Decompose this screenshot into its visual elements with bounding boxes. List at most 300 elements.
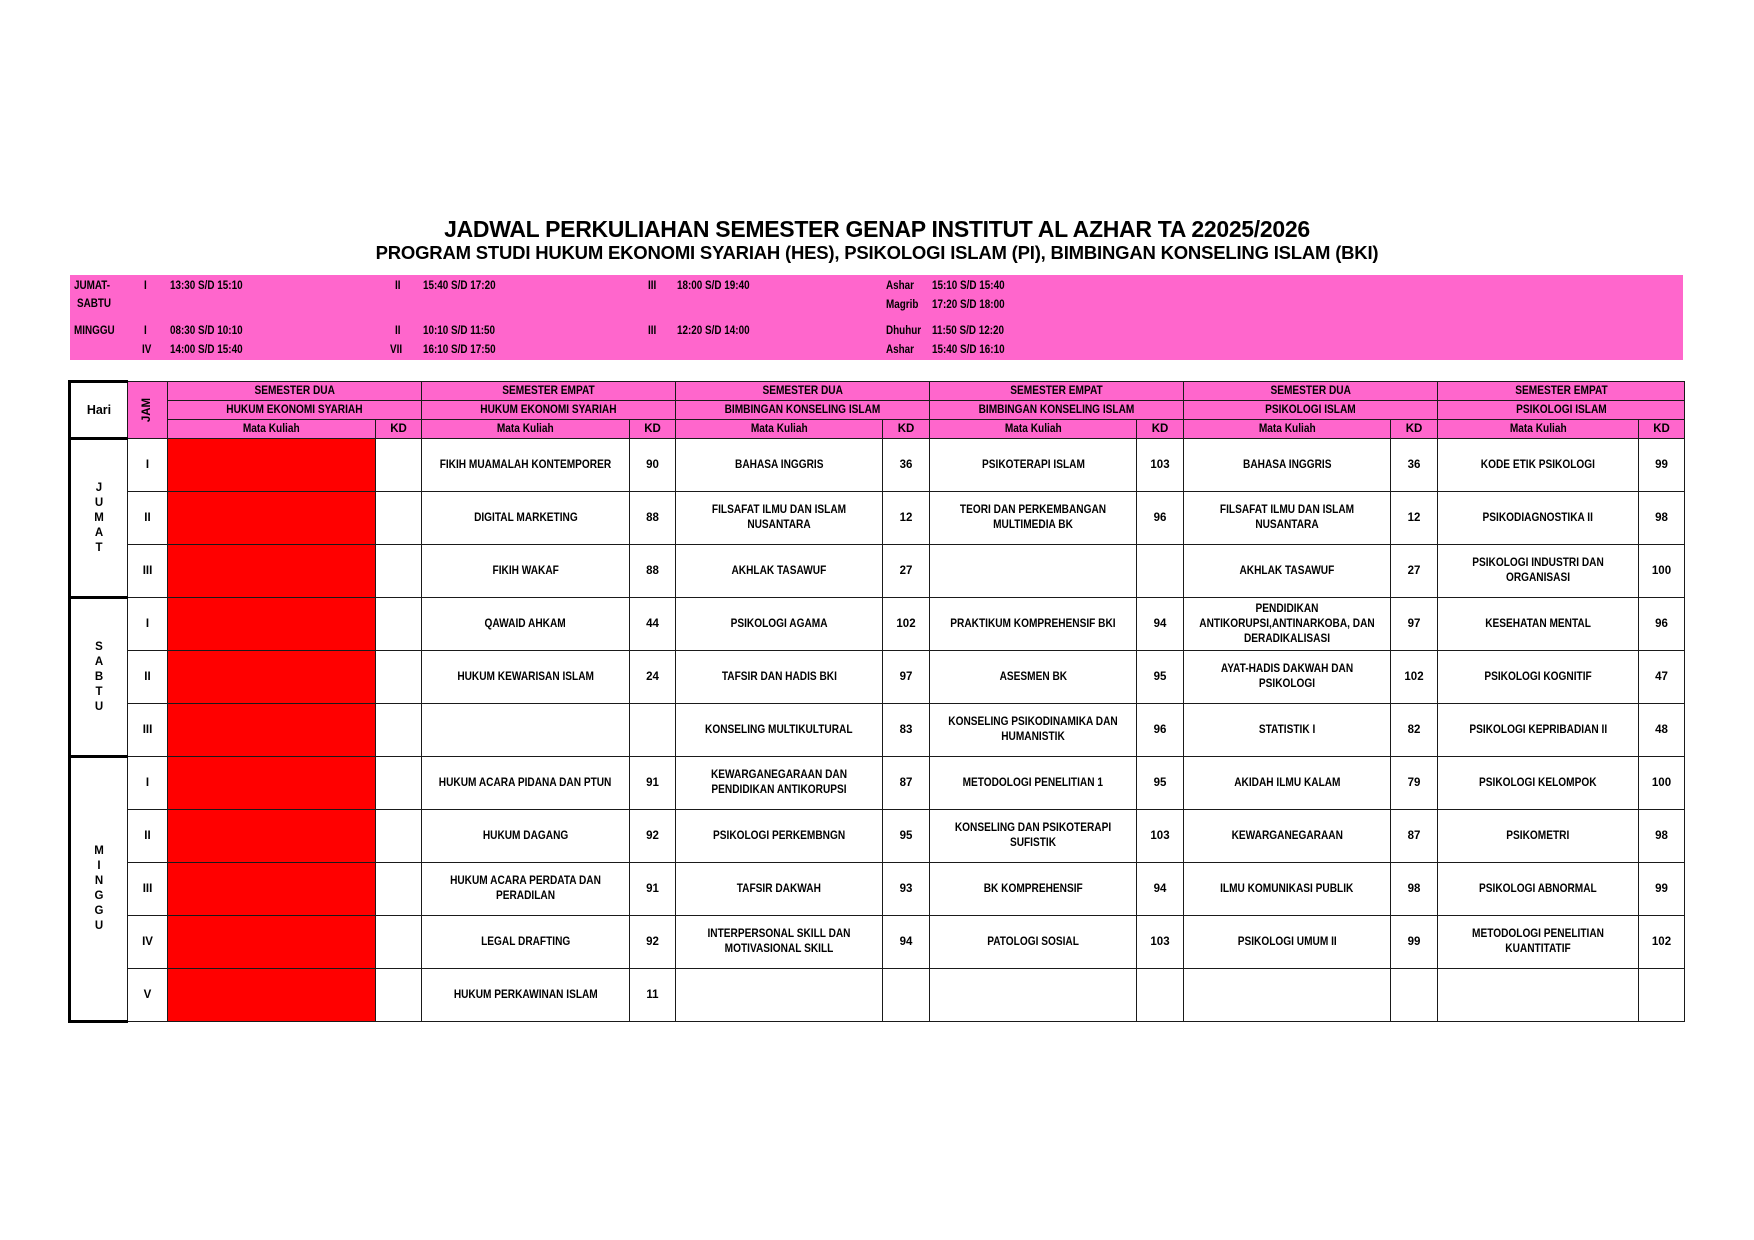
schedule-table [68,380,1685,1023]
kd-cell: 94 [1137,598,1184,651]
prodi-header [422,401,676,420]
course-name: HUKUM DAGANG [482,829,569,842]
course-name: BAHASA INGGRIS [734,458,824,471]
course-cell [1184,439,1391,492]
prodi-label: PSIKOLOGI ISLAM [1265,404,1356,416]
kd-cell: 96 [1639,598,1685,651]
prodi-header [676,401,930,420]
semester-header [930,382,1184,401]
kd-cell: 103 [1137,810,1184,863]
kd-cell [376,863,422,916]
js-slot-num: II [395,280,401,292]
course-name: PATOLOGI SOSIAL [987,935,1079,948]
course-name: AKIDAH ILMU KALAM [1233,776,1341,789]
course-name: KODE ETIK PSIKOLOGI [1480,458,1596,471]
blocked-course-cell [168,916,376,969]
jam-cell: I [128,757,168,810]
course-cell [1184,863,1391,916]
kd-cell: 27 [883,545,930,598]
blocked-course-cell [168,492,376,545]
course-cell [422,969,630,1022]
kd-cell: 102 [1639,916,1685,969]
kd-cell: 96 [1137,492,1184,545]
course-name: HUKUM PERKAWINAN ISLAM [453,988,598,1001]
js-slot-time: 18:00 S/D 19:40 [677,280,750,292]
course-cell [676,492,883,545]
table-row [70,704,1685,757]
course-cell [1184,545,1391,598]
day-letter: U [94,700,104,713]
kd-cell: 97 [1391,598,1438,651]
course-name: PSIKODIAGNOSTIKA II [1482,511,1594,524]
kd-cell [376,439,422,492]
prodi-label: BIMBINGAN KONSELING ISLAM [978,404,1135,416]
mg-slot-time: 10:10 S/D 11:50 [423,325,496,337]
course-cell [422,916,630,969]
mg-slot-num: II [395,325,401,337]
course-cell [422,439,630,492]
table-row [70,757,1685,810]
kd-cell: 92 [630,810,676,863]
jam-cell: I [128,598,168,651]
course-cell [676,863,883,916]
kd-header: KD [883,420,930,439]
course-name: PSIKOTERAPI ISLAM [981,458,1085,471]
course-cell [422,704,630,757]
kd-cell: 48 [1639,704,1685,757]
course-cell [422,492,630,545]
course-name: AYAT-HADIS DAKWAH DAN PSIKOLOGI [1220,663,1354,690]
kd-cell: 98 [1639,810,1685,863]
course-cell [422,810,630,863]
course-name: HUKUM ACARA PERDATA DAN PERADILAN [450,875,601,902]
mata-kuliah-label: Mata Kuliah [497,423,554,435]
day-letter: S [95,640,103,653]
course-cell [676,598,883,651]
mg-break-time: 11:50 S/D 12:20 [932,325,1005,337]
course-name: KEWARGANEGARAAN [1231,829,1343,842]
course-cell [1438,969,1639,1022]
js-break-time: 15:10 S/D 15:40 [932,280,1005,292]
course-name: PRAKTIKUM KOMPREHENSIF BKI [950,617,1116,630]
course-name: TEORI DAN PERKEMBANGAN MULTIMEDIA BK [959,504,1107,531]
kd-cell [1639,969,1685,1022]
course-name: HUKUM KEWARISAN ISLAM [457,670,594,683]
course-cell [676,704,883,757]
day-cell [70,439,128,598]
course-cell [422,598,630,651]
course-name: ILMU KOMUNIKASI PUBLIK [1220,882,1354,895]
course-cell [676,969,883,1022]
course-name: PSIKOLOGI UMUM II [1237,935,1337,948]
blocked-course-cell [168,863,376,916]
course-cell [930,492,1137,545]
mata-kuliah-label: Mata Kuliah [243,423,300,435]
kd-cell [883,969,930,1022]
course-name: FILSAFAT ILMU DAN ISLAM NUSANTARA [1219,504,1355,531]
course-name: BAHASA INGGRIS [1242,458,1332,471]
day-letter: M [94,845,104,857]
course-cell [1438,704,1639,757]
js-break-time: 17:20 S/D 18:00 [932,299,1005,311]
time-slot-band [70,275,1683,360]
semester-label: SEMESTER DUA [1270,385,1351,397]
table-row [70,810,1685,863]
jam-cell: III [128,863,168,916]
course-cell [676,651,883,704]
kd-cell: 12 [1391,492,1438,545]
course-name: KESEHATAN MENTAL [1485,617,1591,630]
mg-slot-num: I [144,325,147,337]
table-row [70,492,1685,545]
course-cell [1438,651,1639,704]
course-name: METODOLOGI PENELITIAN 1 [962,776,1104,789]
semester-header [1438,382,1685,401]
kd-cell: 98 [1391,863,1438,916]
kd-cell [376,704,422,757]
table-row [70,863,1685,916]
blocked-course-cell [168,651,376,704]
jam-header-label: JAM [141,397,154,423]
course-cell [930,863,1137,916]
kd-cell: 99 [1639,439,1685,492]
kd-cell: 102 [1391,651,1438,704]
course-cell [930,439,1137,492]
kd-header: KD [1391,420,1438,439]
course-name: PSIKOLOGI INDUSTRI DAN ORGANISASI [1472,557,1604,584]
course-cell [930,810,1137,863]
course-name: FILSAFAT ILMU DAN ISLAM NUSANTARA [711,504,847,531]
course-cell [930,598,1137,651]
kd-cell: 82 [1391,704,1438,757]
course-cell [1184,810,1391,863]
kd-cell [630,704,676,757]
course-cell [1184,598,1391,651]
kd-cell: 88 [630,492,676,545]
jam-header [128,382,168,439]
course-cell [1184,651,1391,704]
kd-cell: 91 [630,757,676,810]
kd-cell: 79 [1391,757,1438,810]
mg-slot-time: 08:30 S/D 10:10 [170,325,243,337]
mg-break-name: Dhuhur [886,325,922,337]
course-name: PSIKOLOGI KOGNITIF [1484,670,1592,683]
day-cell [70,598,128,757]
course-name: INTERPERSONAL SKILL DAN MOTIVASIONAL SKILL [707,928,851,955]
course-name: PENDIDIKAN ANTIKORUPSI,ANTINARKOBA, DAN DERADIKALISASI [1199,602,1375,645]
day-letter: A [94,655,104,668]
kd-cell [376,598,422,651]
course-name: QAWAID AHKAM [484,617,567,630]
kd-cell: 47 [1639,651,1685,704]
semester-header [422,382,676,401]
kd-cell: 36 [883,439,930,492]
course-cell [930,704,1137,757]
course-cell [930,916,1137,969]
prodi-header [930,401,1184,420]
jam-cell: III [128,545,168,598]
course-name: PSIKOLOGI KEPRIBADIAN II [1469,723,1607,736]
kd-cell [376,810,422,863]
day-letter: N [94,875,104,887]
kd-cell: 27 [1391,545,1438,598]
header-row-columns [70,420,1685,439]
kd-cell: 83 [883,704,930,757]
course-name: KEWARGANEGARAAN DAN PENDIDIKAN ANTIKORUPSI [710,769,848,796]
jam-cell: III [128,704,168,757]
kd-cell: 97 [883,651,930,704]
course-name: PSIKOLOGI AGAMA [730,617,828,630]
table-row [70,439,1685,492]
js-slot-num: III [648,280,657,292]
page-title: JADWAL PERKULIAHAN SEMESTER GENAP INSTITUT AL AZHAR TA 22025/2026 [444,216,1310,242]
kd-cell: 95 [1137,651,1184,704]
course-cell [676,545,883,598]
blocked-course-cell [168,598,376,651]
course-cell [676,757,883,810]
day-letter: T [95,685,103,698]
semester-header [676,382,930,401]
course-cell [1438,545,1639,598]
semester-label: SEMESTER DUA [254,385,335,397]
kd-cell: 12 [883,492,930,545]
semester-label: SEMESTER EMPAT [1010,385,1103,397]
kd-cell: 96 [1137,704,1184,757]
kd-cell: 93 [883,863,930,916]
prodi-label: HUKUM EKONOMI SYARIAH [480,404,617,416]
blocked-course-cell [168,757,376,810]
mg-break-name: Ashar [886,344,915,356]
kd-cell [376,651,422,704]
course-name: PSIKOLOGI KELOMPOK [1479,776,1597,789]
course-cell [422,545,630,598]
blocked-course-cell [168,810,376,863]
course-cell [1438,810,1639,863]
course-name: TAFSIR DAKWAH [736,882,822,895]
course-cell [1438,598,1639,651]
day-letter: G [94,890,104,902]
kd-cell: 24 [630,651,676,704]
course-name: KONSELING MULTIKULTURAL [705,723,853,736]
course-name: PSIKOLOGI ABNORMAL [1479,882,1597,895]
course-name: ASESMEN BK [999,670,1067,683]
course-cell [676,916,883,969]
kd-header: KD [1639,420,1685,439]
table-row [70,651,1685,704]
kd-cell: 100 [1639,545,1685,598]
semester-label: SEMESTER EMPAT [502,385,595,397]
day-letter: U [94,920,104,932]
js-break-name: Magrib [886,299,919,311]
jam-cell: IV [128,916,168,969]
day-letter: M [94,511,104,524]
course-cell [422,757,630,810]
semester-label: SEMESTER EMPAT [1514,385,1608,397]
day-letter: B [94,670,104,683]
course-cell [1438,439,1639,492]
kd-cell [1137,545,1184,598]
js-slot-num: I [144,280,147,292]
kd-cell: 92 [630,916,676,969]
kd-cell: 94 [883,916,930,969]
kd-cell: 103 [1137,916,1184,969]
course-cell [930,545,1137,598]
kd-cell: 11 [630,969,676,1022]
hari-header: Hari [70,382,128,439]
day-cell [70,757,128,1022]
mata-kuliah-label: Mata Kuliah [750,423,808,435]
mata-kuliah-header [676,420,883,439]
kd-cell: 99 [1639,863,1685,916]
jam-cell: II [128,651,168,704]
table-row [70,598,1685,651]
minggu-label: MINGGU [74,325,115,337]
course-cell [930,757,1137,810]
prodi-label: HUKUM EKONOMI SYARIAH [226,404,363,416]
mata-kuliah-header [422,420,630,439]
course-cell [1438,757,1639,810]
day-letter: G [94,905,104,917]
day-letter: J [95,481,103,494]
course-cell [1184,704,1391,757]
js-break-name: Ashar [886,280,915,292]
prodi-header [1184,401,1438,420]
mg-slot-num: III [648,325,657,337]
course-name: DIGITAL MARKETING [473,511,578,524]
kd-cell [376,545,422,598]
kd-cell: 100 [1639,757,1685,810]
blocked-course-cell [168,545,376,598]
kd-header: KD [630,420,676,439]
kd-cell: 88 [630,545,676,598]
js-slot-time: 13:30 S/D 15:10 [170,280,243,292]
kd-cell: 90 [630,439,676,492]
course-cell [1438,492,1639,545]
mg-slot-num: VII [390,344,403,356]
kd-cell [1137,969,1184,1022]
kd-cell: 44 [630,598,676,651]
kd-cell: 36 [1391,439,1438,492]
mg-break-time: 15:40 S/D 16:10 [932,344,1005,356]
mata-kuliah-label: Mata Kuliah [1004,423,1062,435]
course-cell [1184,969,1391,1022]
table-row [70,916,1685,969]
kd-cell: 103 [1137,439,1184,492]
kd-cell: 94 [1137,863,1184,916]
jumat-sabtu-label-2: SABTU [77,298,112,310]
mg-slot-num: IV [142,344,152,356]
course-cell [676,439,883,492]
semester-header [168,382,422,401]
course-cell [422,863,630,916]
course-name: PSIKOLOGI PERKEMBNGN [712,829,846,842]
table-row [70,545,1685,598]
blocked-course-cell [168,704,376,757]
mg-slot-time: 16:10 S/D 17:50 [423,344,496,356]
kd-cell: 98 [1639,492,1685,545]
mata-kuliah-label: Mata Kuliah [1258,423,1316,435]
kd-cell [376,492,422,545]
course-cell [676,810,883,863]
kd-cell: 87 [883,757,930,810]
mata-kuliah-header [930,420,1137,439]
day-letter: I [97,860,101,872]
semester-header [1184,382,1438,401]
course-cell [930,969,1137,1022]
kd-cell: 99 [1391,916,1438,969]
course-name: STATISTIK I [1258,723,1316,736]
mata-kuliah-header [168,420,376,439]
course-cell [1184,916,1391,969]
kd-cell: 95 [1137,757,1184,810]
course-name: FIKIH WAKAF [492,564,559,577]
jam-cell: II [128,810,168,863]
kd-header: KD [376,420,422,439]
course-name: BK KOMPREHENSIF [983,882,1083,895]
jam-cell: V [128,969,168,1022]
jumat-sabtu-label: JUMAT- [74,280,111,292]
kd-cell [1391,969,1438,1022]
course-name: FIKIH MUAMALAH KONTEMPORER [439,458,612,471]
mata-kuliah-header [1438,420,1639,439]
course-name: KONSELING PSIKODINAMIKA DAN HUMANISTIK [948,716,1118,743]
table-row [70,969,1685,1022]
course-name: HUKUM ACARA PIDANA DAN PTUN [439,776,612,789]
header-row-semester [70,382,1685,401]
kd-cell: 95 [883,810,930,863]
header-row-prodi [70,401,1685,420]
prodi-header [1438,401,1685,420]
course-cell [1184,492,1391,545]
course-cell [1438,916,1639,969]
kd-header: KD [1137,420,1184,439]
course-name: KONSELING DAN PSIKOTERAPI SUFISTIK [954,822,1112,849]
kd-cell [376,916,422,969]
js-slot-time: 15:40 S/D 17:20 [423,280,496,292]
mata-kuliah-label: Mata Kuliah [1509,423,1567,435]
page-subtitle: PROGRAM STUDI HUKUM EKONOMI SYARIAH (HES), PSIKOLOGI ISLAM (PI), BIMBINGAN KONSELING ISLAM (BKI) [375,242,1379,263]
mata-kuliah-header [1184,420,1391,439]
day-letter: U [94,496,104,509]
course-name: LEGAL DRAFTING [480,935,571,948]
course-cell [1184,757,1391,810]
semester-label: SEMESTER DUA [762,385,843,397]
prodi-label: PSIKOLOGI ISLAM [1515,404,1607,416]
course-name: TAFSIR DAN HADIS BKI [721,670,837,683]
jam-cell: I [128,439,168,492]
kd-cell: 102 [883,598,930,651]
blocked-course-cell [168,969,376,1022]
mg-slot-time: 14:00 S/D 15:40 [170,344,243,356]
kd-cell: 91 [630,863,676,916]
course-name: AKHLAK TASAWUF [731,564,827,577]
day-letter: T [95,541,103,554]
kd-cell [376,757,422,810]
day-letter: A [94,526,104,539]
course-cell [930,651,1137,704]
kd-cell: 87 [1391,810,1438,863]
jam-cell: II [128,492,168,545]
blocked-course-cell [168,439,376,492]
course-name: METODOLOGI PENELITIAN KUANTITATIF [1472,928,1604,955]
course-cell [1438,863,1639,916]
course-name: PSIKOMETRI [1506,829,1570,842]
mg-slot-time: 12:20 S/D 14:00 [677,325,750,337]
course-name: AKHLAK TASAWUF [1239,564,1335,577]
prodi-header [168,401,422,420]
kd-cell [376,969,422,1022]
course-cell [422,651,630,704]
